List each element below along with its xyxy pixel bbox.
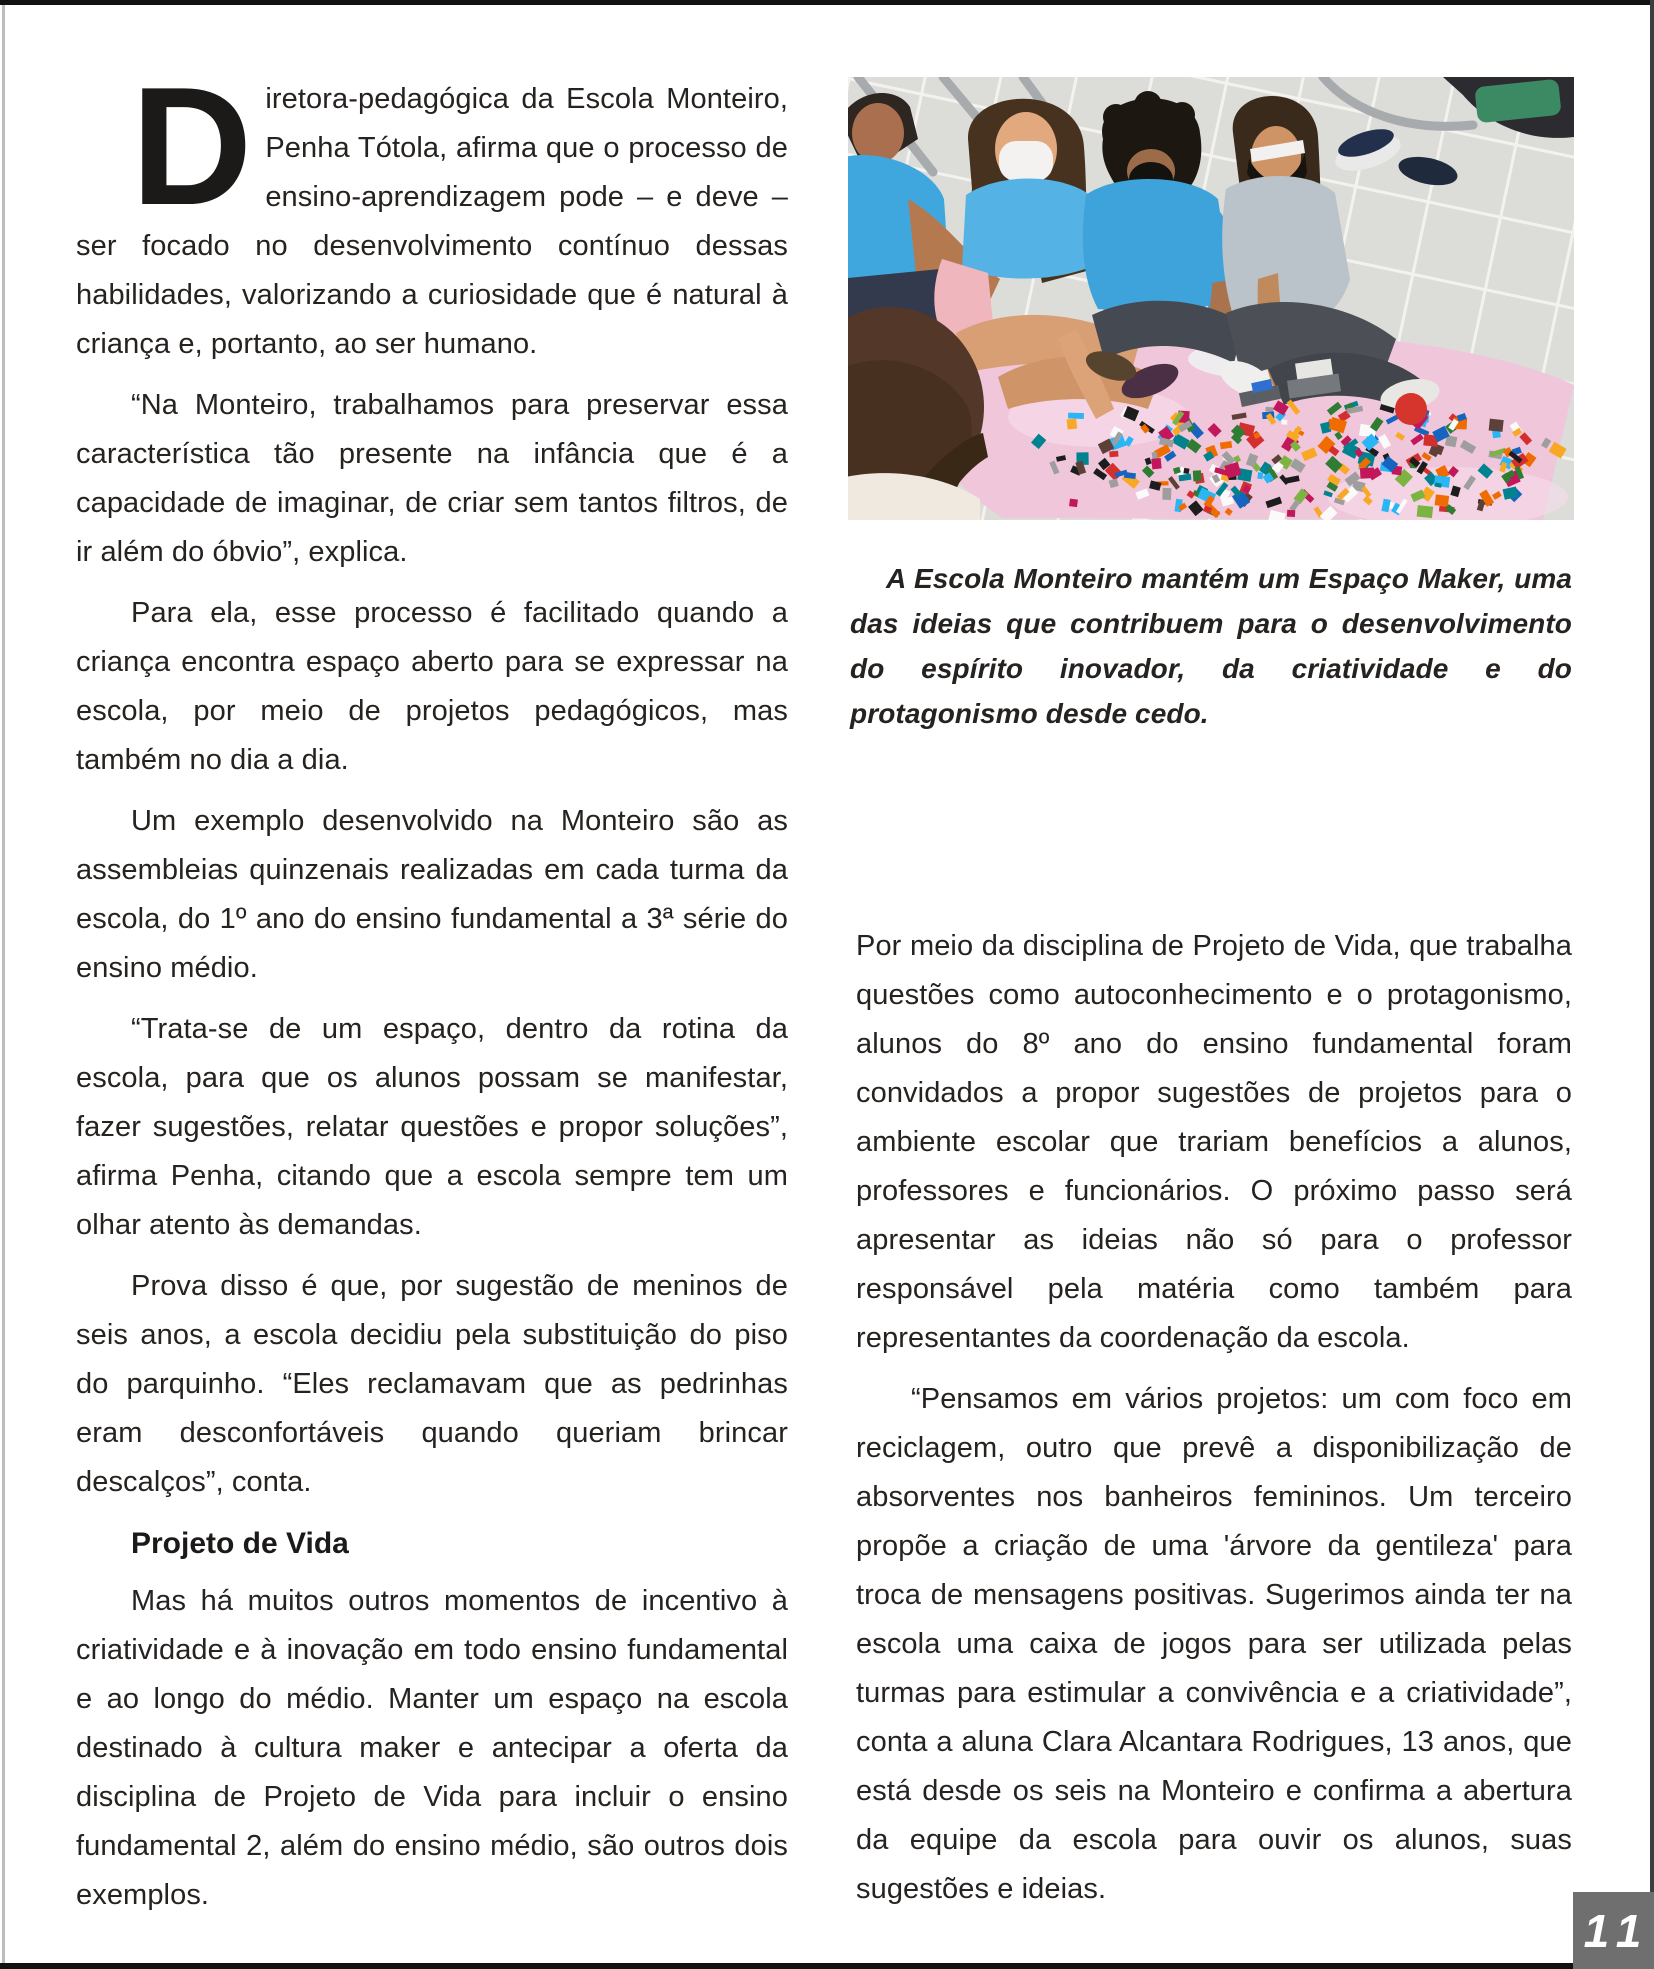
- red-lego-disc: [1395, 393, 1427, 425]
- page-border-left: [2, 5, 5, 1963]
- photo-illustration: [848, 77, 1574, 520]
- paragraph-lead: [76, 52, 788, 369]
- section-heading: Projeto de Vida: [131, 1527, 349, 1560]
- photo-caption: A Escola Monteiro mantém um Espaço Maker, uma das ideias que contribuem para o desenvolvimento do espírito inovador, da criatividade e do protagonismo desde cedo.: [850, 563, 1572, 729]
- right-column-text: [856, 922, 1572, 1914]
- paragraph: Mas há muitos outros momentos de incentivo à criatividade e à inovação em todo ensino fundamental e ao longo do médio. Manter um espaço na escola destinado à cultura maker e antecipar a oferta da disciplina de Projeto de Vida para incluir o ensino fundamental 2, além do ensino médio, são outros dois exemplos.: [76, 1585, 788, 1911]
- page-border-top: [0, 0, 1654, 5]
- page-border-right: [1650, 0, 1654, 1969]
- article-photo: [848, 77, 1574, 520]
- paragraph: Prova disso é que, por sugestão de meninos de seis anos, a escola decidiu pela substituição do piso do parquinho. “Eles reclamavam que as pedrinhas eram desconfortáveis quando queriam brincar descalços”, conta.: [76, 1270, 788, 1498]
- right-column: [850, 75, 1572, 1926]
- drop-cap: D: [131, 52, 250, 240]
- page-border-bottom: [0, 1963, 1654, 1969]
- page-number-badge: [1573, 1892, 1654, 1969]
- paragraph: Por meio da disciplina de Projeto de Vida, que trabalha questões como autoconhecimento e o protagonismo, alunos do 8º ano do ensino fundamental foram convidados a propor sugestões de projetos para o ambiente escolar que trariam benefícios a alunos, professores e funcionários. O próximo passo será apresentar as ideias não só para o professor responsável pela matéria como também para representantes da coordenação da escola.: [856, 930, 1572, 1354]
- paragraph: “Trata-se de um espaço, dentro da rotina da escola, para que os alunos possam se manifestar, fazer sugestões, relatar questões e propor soluções”, afirma Penha, citando que a escola sempre tem um olhar atento às demandas.: [76, 1013, 788, 1241]
- article-content: [76, 52, 1574, 1932]
- paragraph: Um exemplo desenvolvido na Monteiro são as assembleias quinzenais realizadas em cada turma da escola, do 1º ano do ensino fundamental a 3ª série do ensino médio.: [76, 805, 788, 984]
- paragraph: Para ela, esse processo é facilitado quando a criança encontra espaço aberto para se expressar na escola, por meio de projetos pedagógicos, mas também no dia a dia.: [76, 597, 788, 776]
- page-number-text: 11: [1583, 1904, 1652, 1957]
- paragraph-lead-text: iretora-pedagógica da Escola Monteiro, Penha Tótola, afirma que o processo de ensino-aprendizagem pode – e deve – ser focado no desenvolvimento contínuo dessas habilidades, valorizando a curiosidade que é natural à criança e, portanto, ao ser humano.: [76, 83, 788, 360]
- paragraph: “Pensamos em vários projetos: um com foco em reciclagem, outro que prevê a disponibilização de absorventes nos banheiros femininos. Um terceiro propõe a criação de uma 'árvore da gentileza' para troca de mensagens positivas. Sugerimos ainda ter na escola uma caixa de jogos para ser utilizada pelas turmas para estimular a convivência e a criatividade”, conta a aluna Clara Alcantara Rodrigues, 13 anos, que está desde os seis na Monteiro e confirma a abertura da equipe da escola para ouvir os alunos, suas sugestões e ideias.: [856, 1383, 1572, 1905]
- paragraph: “Na Monteiro, trabalhamos para preservar essa característica tão presente na infância que é a capacidade de imaginar, de criar sem tantos filtros, de ir além do óbvio”, explica.: [76, 389, 788, 568]
- left-column: [76, 52, 788, 1932]
